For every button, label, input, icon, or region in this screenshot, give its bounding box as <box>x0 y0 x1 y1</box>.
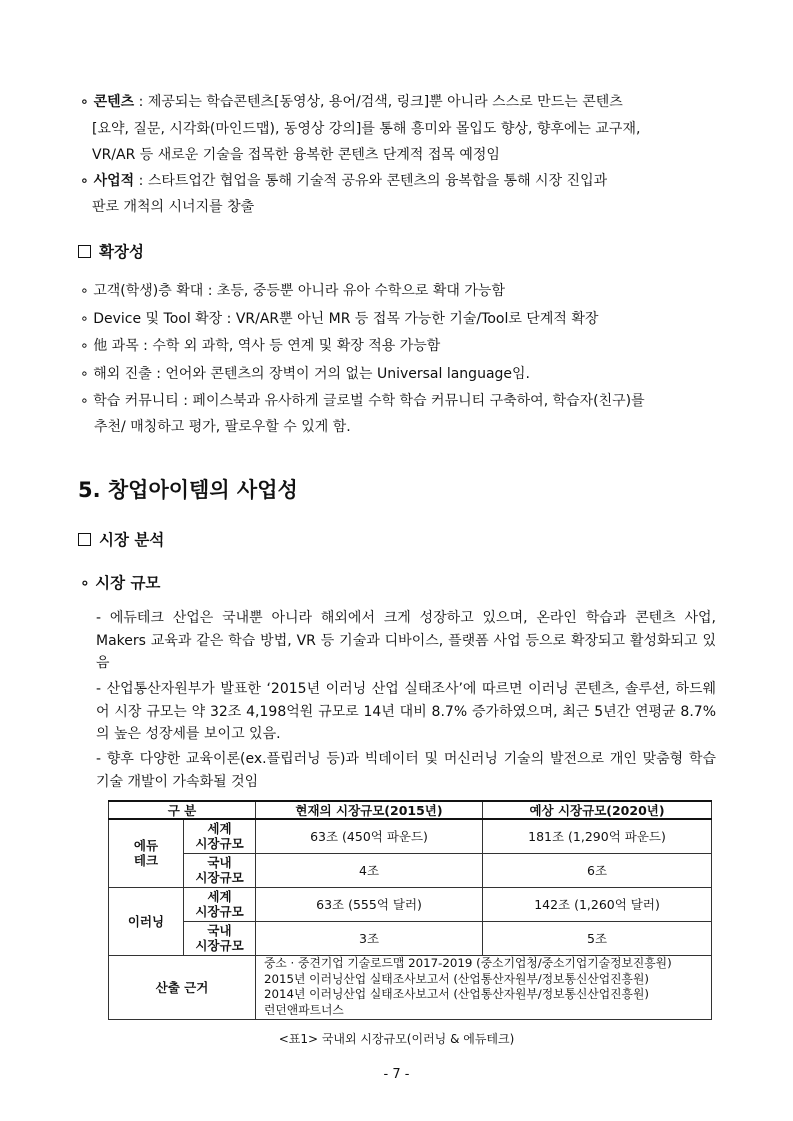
basis-sources <box>256 955 712 1019</box>
table-header-row <box>109 801 712 819</box>
checkbox-square-icon <box>78 245 91 258</box>
market-paragraph: - 산업통산자원부가 발표한 ‘2015년 이러닝 산업 실태조사’에 따르면 이러닝 콘텐츠, 솔루션, 하드웨어 시장 규모는 약 32조 4,198억원 규모로 14년 대비 8.7% 증가하였으며, 최근 5년간 연평균 8.7%의 높은 성장세를 보이고 있음. <box>96 681 716 742</box>
basis-label: 산출 근거 <box>109 955 256 1019</box>
scalability-item: ∘ Device 및 Tool 확장 : VR/AR뿐 아닌 MR 등 접목 가능한 기술/Tool로 단계적 확장 <box>80 311 599 327</box>
scalability-item: ∘ 他 과목 : 수학 외 과학, 역사 등 연계 및 확장 적용 가능함 <box>80 338 441 354</box>
subcategory-label: 국내 시장규모 <box>184 921 256 955</box>
table-row <box>109 921 712 955</box>
content-bullet-line1 <box>80 92 623 112</box>
scalability-heading-text: 확장성 <box>99 243 144 261</box>
section-title: 5. 창업아이템의 사업성 <box>78 478 298 502</box>
basis-source-line: 2014년 이러닝산업 실태조사보고서 (산업통산자원부/정보통신산업진흥원) <box>264 987 649 1001</box>
subcategory-label: 세계 시장규모 <box>184 819 256 853</box>
table-cell-current: 63조 (555억 달러) <box>256 887 483 921</box>
table-header-current: 현재의 시장규모(2015년) <box>256 801 483 819</box>
table-row <box>109 819 712 853</box>
content-bullet-line3: VR/AR 등 새로운 기술을 접목한 융복한 콘텐츠 단계적 접목 예정임 <box>92 147 500 163</box>
scalability-item-continuation: 추천/ 매칭하고 평가, 팔로우할 수 있게 함. <box>94 419 351 435</box>
table-caption: <표1> 국내외 시장규모(이러닝 & 에듀테크) <box>278 1032 515 1046</box>
table-row <box>109 887 712 921</box>
business-label: ∘ 사업적 <box>80 173 135 189</box>
content-text: : 제공되는 학습콘텐츠[동영상, 용어/검색, 링크]뿐 아니라 스스로 만드는 콘텐츠 <box>134 94 623 110</box>
business-text: : 스타트업간 협업을 통해 기술적 공유와 콘텐츠의 융복합을 통해 시장 진입과 <box>134 173 608 189</box>
business-bullet-line1 <box>80 171 607 191</box>
table-basis-row <box>109 955 712 1019</box>
scalability-item: ∘ 고객(학생)층 확대 : 초등, 중등뿐 아니라 유아 수학으로 확대 가능함 <box>80 283 505 299</box>
market-size-heading: ∘ 시장 규모 <box>80 574 161 592</box>
content-bullet-line2: [요약, 질문, 시각화(마인드맵), 동영상 강의]를 통해 흥미와 몰입도 향상, 향후에는 교구재, <box>92 121 641 137</box>
table-cell-current: 4조 <box>256 853 483 887</box>
content-label: ∘ 콘텐츠 <box>80 94 135 110</box>
market-analysis-text: 시장 분석 <box>99 531 165 549</box>
table-cell-forecast: 142조 (1,260억 달러) <box>483 887 712 921</box>
market-paragraph: - 향후 다양한 교육이론(ex.플립러닝 등)과 빅데이터 및 머신러닝 기술의 발전으로 개인 맞춤형 학습 기술 개발이 가속화될 것임 <box>96 751 716 790</box>
table-row <box>109 853 712 887</box>
subcategory-label: 국내 시장규모 <box>184 853 256 887</box>
business-bullet-line2: 판로 개척의 시너지를 창출 <box>92 199 255 215</box>
scalability-item: ∘ 학습 커뮤니티 : 페이스북과 유사하게 글로벌 수학 학습 커뮤니티 구축하여, 학습자(친구)를 <box>80 393 645 409</box>
market-size-table <box>108 800 712 1020</box>
scalability-heading <box>78 240 144 262</box>
subcategory-label: 세계 시장규모 <box>184 887 256 921</box>
basis-source-line: 런던앤파트너스 <box>264 1002 344 1017</box>
table-cell-forecast: 181조 (1,290억 파운드) <box>483 819 712 853</box>
basis-source-line: 2015년 이러닝산업 실태조사보고서 (산업통산자원부/정보통신산업진흥원) <box>264 971 649 986</box>
checkbox-square-icon <box>78 533 91 546</box>
table-cell-current: 3조 <box>256 921 483 955</box>
market-paragraph: - 에듀테크 산업은 국내뿐 아니라 해외에서 크게 성장하고 있으며, 온라인 학습과 콘텐츠 사업, Makers 교육과 같은 학습 방법, VR 등 기술과 디바이스, 플랫폼 사업 등으로 확장되고 활성화되고 있음 <box>96 610 716 671</box>
basis-source-line: 중소 · 중견기업 기술로드맵 2017-2019 (중소기업청/중소기업기술정보진흥원) <box>264 956 672 970</box>
table-cell-forecast: 5조 <box>483 921 712 955</box>
market-analysis-heading <box>78 528 164 550</box>
table-header-forecast: 예상 시장규모(2020년) <box>483 801 712 819</box>
group-elearning-label: 이러닝 <box>109 887 184 955</box>
group-edutech-label: 에듀 테크 <box>109 819 184 887</box>
page-number: - 7 - <box>383 1067 410 1082</box>
table-header-category: 구 분 <box>109 801 256 819</box>
scalability-item: ∘ 해외 진출 : 언어와 콘텐츠의 장벽이 거의 없는 Universal language임. <box>80 366 530 382</box>
table-cell-forecast: 6조 <box>483 853 712 887</box>
table-cell-current: 63조 (450억 파운드) <box>256 819 483 853</box>
